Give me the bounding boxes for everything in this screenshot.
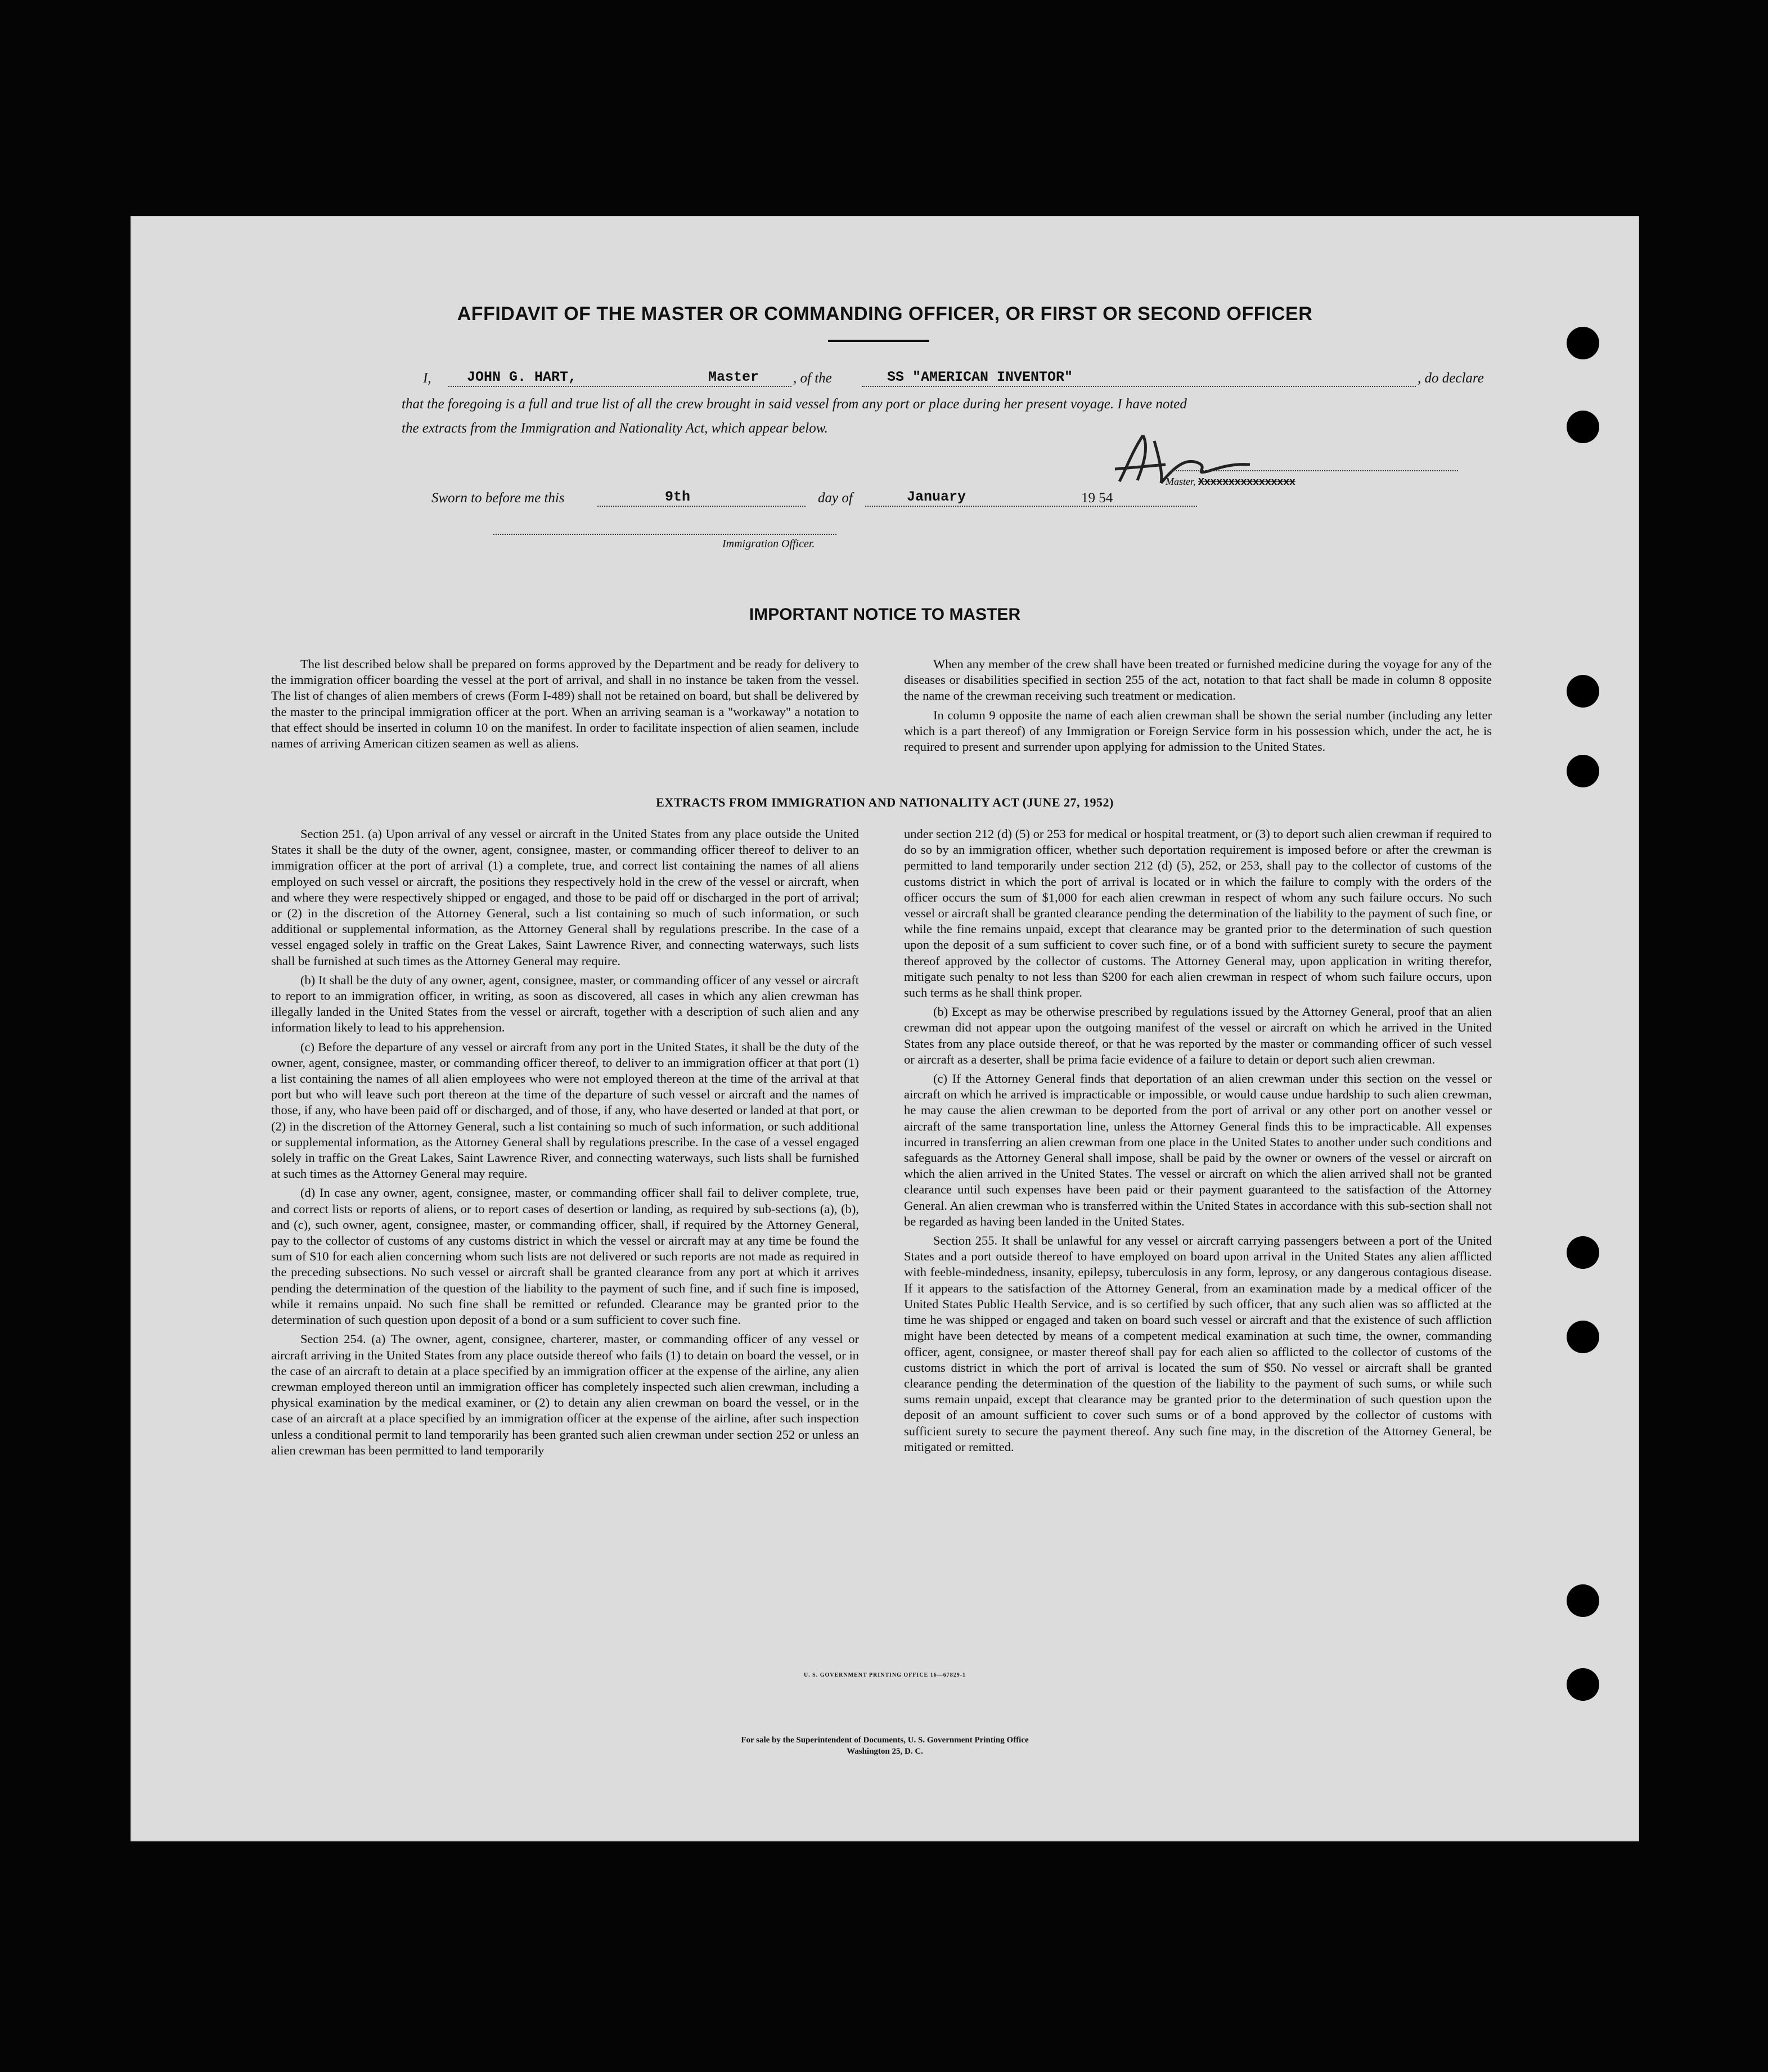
declaration-line-1: that the foregoing is a full and true list of all the crew brought in said vessel from any port or place during her present voyage. I have noted <box>402 397 1187 412</box>
day-underline <box>597 506 806 507</box>
declaration-line-2: the extracts from the Immigration and Nationality Act, which appear below. <box>402 421 828 436</box>
section-251c: (c) Before the departure of any vessel or aircraft from any port in the United States, it shall be the duty of the owner, agent, consignee, master, or commanding officer thereof, to deliver to an immigration officer at that port (1) a list containing the names of all alien employees who were not employed thereon at the time of the arrival at that port but who will leave such port thereon at the time of the departure of such vessel or aircraft and the names of those, if any, who have been paid off or discharged, and of those, if any, who have deserted or landed at that port, or (2) in the discretion of the Attorney General, such a list containing so much of such information, or such additional or supplemental information, as the Attorney General shall by regulations prescribe. In the case of a vessel engaged solely in traffic on the Great Lakes, Saint Lawrence River, and connecting waterways, such lists shall be furnished at such times as the Attorney General may require. <box>271 1039 859 1181</box>
immigration-officer-label: Immigration Officer. <box>722 538 815 550</box>
gpo-imprint: U. S. GOVERNMENT PRINTING OFFICE 16—67829-1 <box>803 1672 966 1678</box>
section-254a-cont: under section 212 (d) (5) or 253 for medical or hospital treatment, or (3) to deport such alien crewman if required to do so by an immigration officer, whether such deportation requirement is imposed before or after the crewman is permitted to land temporarily under section 212 (d) (5), 252, or 253, shall pay to the collector of customs of the customs district in which the port of arrival is located or in which the failure to comply with the orders of the officer occurs the sum of $1,000 for each alien crewman in respect of whom any such failure occurs. No such vessel or aircraft shall be granted clearance pending the determination of the liability to the payment of such fine, or while the fine remains unpaid, except that clearance may be granted prior to the determination of such question upon the deposit of a sum sufficient to cover such fine, or of a bond with sufficient surety to secure the payment thereof approved by the collector of customs. The Attorney General may, upon application in writing therefor, mitigate such penalty to not less than $200 for each alien crewman in respect of whom such failure occurs, upon such terms as he shall think proper. <box>904 827 1492 1000</box>
day-of-label: day of <box>818 490 853 506</box>
signature-underline <box>1171 470 1458 471</box>
extracts-left-column <box>271 826 859 1458</box>
binder-hole <box>1567 327 1599 359</box>
master-label: Master, <box>1166 476 1196 487</box>
sale-line-2: Washington 25, D. C. <box>847 1747 923 1756</box>
sworn-label: Sworn to before me this <box>431 490 565 506</box>
binder-hole <box>1567 1668 1599 1701</box>
vessel-underline <box>862 386 1416 387</box>
binder-hole <box>1567 1236 1599 1269</box>
of-the-label: , of the <box>793 371 832 386</box>
binder-hole <box>1567 411 1599 443</box>
do-declare-label: , do declare <box>1418 371 1484 386</box>
extracts-right-column <box>904 826 1492 1455</box>
officer-underline <box>493 534 836 535</box>
vessel-name: SS "AMERICAN INVENTOR" <box>887 369 1073 385</box>
notice-right-paragraph-1: When any member of the crew shall have been treated or furnished medicine during the voyage for any of the diseases or disabilities specified in section 255 of the act, notation to that fact shall be made in column 8 opposite the name of the crewman receiving such treatment or medication. <box>904 657 1492 703</box>
binder-hole <box>1567 675 1599 708</box>
section-254a: Section 254. (a) The owner, agent, consignee, charterer, master, or commanding officer of any vessel or aircraft arriving in the United States from any place outside thereof who fails (1) to detain on board the vessel, or in the case of an aircraft to detain at a place specified by an immigration officer at the expense of the airline, any alien crewman employed thereon until an immigration officer has completely inspected such alien crewman, including a physical examination by the medical examiner, or (2) to detain any alien crewman on board the vessel, or in the case of an aircraft at a place specified by an immigration officer at the expense of the airline, after such inspection unless a conditional permit to land temporarily has been granted such alien crewman under section 252 or unless an alien crewman has been permitted to land temporarily <box>271 1332 859 1457</box>
section-251a: Section 251. (a) Upon arrival of any vessel or aircraft in the United States from any place outside the United States it shall be the duty of the owner, agent, consignee, master, or commanding officer thereof to deliver to an immigration officer at the port of arrival (1) a complete, true, and correct list containing the names of all aliens employed on such vessel or aircraft, the positions they respectively hold in the crew of the vessel or aircraft, when and where they were respectively shipped or engaged, and those to be paid off or discharged in the port of arrival; or (2) in the discretion of the Attorney General, such a list containing so much of such information, or such additional or supplemental information, as the Attorney General shall by regulations prescribe. In the case of a vessel engaged solely in traffic on the Great Lakes, Saint Lawrence River, and connecting waterways, such lists shall be furnished at such times as the Attorney General may require. <box>271 827 859 968</box>
notice-right-paragraph-2: In column 9 opposite the name of each alien crewman shall be shown the serial number (including any letter which is a part thereof) of any Immigration or Foreign Service form in his possession which, under the act, he is required to present and surrender upon applying for admission to the United States. <box>904 708 1492 754</box>
sworn-day: 9th <box>665 489 691 505</box>
master-title-label <box>1166 476 1295 488</box>
section-254c: (c) If the Attorney General finds that deportation of an alien crewman under this section on the vessel or aircraft on which he arrived is impracticable or impossible, or would cause undue hardship to such alien crewman, he may cause the alien crewman to be deported from the port of arrival or any other port on another vessel or aircraft of the same transportation line, unless the Attorney General finds this to be impracticable. All expenses incurred in transferring an alien crewman from one place in the United States to another under such conditions and safeguards as the Attorney General shall impose, shall be paid by the owner or owners of the vessel or aircraft on which the alien arrived in the United States. The vessel or aircraft on which the alien arrived shall not be granted clearance until such expenses have been paid or their payment guaranteed to the satisfaction of the Attorney General. An alien crewman who is transferred within the United States in accordance with this sub-section shall not be regarded as having been landed in the United States. <box>904 1071 1492 1228</box>
i-label: I, <box>423 371 431 386</box>
master-name: JOHN G. HART, <box>467 369 577 385</box>
notice-left-column <box>271 656 859 751</box>
struck-title: Xxxxxxxxxxxxxxxx <box>1198 477 1295 488</box>
sale-notice <box>131 1735 1639 1757</box>
binder-hole <box>1567 755 1599 787</box>
month-underline <box>865 506 1197 507</box>
sale-line-1: For sale by the Superintendent of Documents, U. S. Government Printing Office <box>741 1736 1029 1745</box>
sworn-month: January <box>907 489 966 505</box>
section-251d: (d) In case any owner, agent, consignee, master, or commanding officer shall fail to deliver complete, true, and correct lists or reports of aliens, or to report cases of desertion or landing, as required by sub-sections (a), (b), and (c), such owner, agent, consignee, master, or commanding officer, shall, if required by the Attorney General, pay to the collector of customs of any customs district in which the vessel or aircraft may at any time be found the sum of $10 for each alien concerning whom such lists are not delivered or such reports are not made as required in the preceding subsections. No such vessel or aircraft shall be granted clearance from any port at which it arrives pending the determination of the question of the liability to the payment of such fine, and if such fine is imposed, while it remains unpaid. No such fine shall be remitted or refunded. Clearance may be granted prior to the determination of such question upon deposit of a bond or a sum sufficient to cover such fine. <box>271 1186 859 1327</box>
document-page <box>131 216 1639 1841</box>
notice-left-paragraph: The list described below shall be prepared on forms approved by the Department and be ready for delivery to the immigration officer boarding the vessel at the port of arrival, and shall in no instance be taken from the vessel. The list of changes of alien members of crews (Form I-489) shall not be retained on board, but shall be delivered by the master to the principal immigration officer at the port. When an arriving seaman is a "workaway" a notation to that effect should be inserted in column 10 on the manifest. In order to facilitate inspection of alien seamen, include names of arriving American citizen seamen as well as aliens. <box>271 657 859 751</box>
sworn-year: 19 54 <box>1081 490 1113 506</box>
extracts-title: EXTRACTS FROM IMMIGRATION AND NATIONALITY ACT (JUNE 27, 1952) <box>656 795 1114 809</box>
master-rank: Master <box>708 369 759 385</box>
affidavit-title: AFFIDAVIT OF THE MASTER OR COMMANDING OFFICER, OR FIRST OR SECOND OFFICER <box>457 303 1313 325</box>
binder-hole <box>1567 1584 1599 1617</box>
notice-right-column <box>904 656 1492 755</box>
notice-title: IMPORTANT NOTICE TO MASTER <box>749 605 1021 624</box>
section-255: Section 255. It shall be unlawful for any vessel or aircraft carrying passengers between a port of the United States and a port outside thereof to have employed on board upon arrival in the United States any alien afflicted with feeble-mindedness, insanity, epilepsy, tuberculosis in any form, leprosy, or any dangerous contagious disease. If it appears to the satisfaction of the Attorney General, from an examination made by a medical officer of the United States Public Health Service, and is so certified by such officer, that any such alien was so afflicted at the time he was shipped or engaged and taken on board such vessel or aircraft and that the existence of such affliction might have been detected by means of a competent medical examination at such time, the owner, commanding officer, agent, consignee, or master thereof shall pay for each alien so afflicted to the collector of customs of the customs district in which the port of arrival is located the sum of $50. No vessel or aircraft shall be granted clearance pending the determination of the question of the liability to the payment of such sums, or while such sums remain unpaid, except that clearance may be granted prior to the determination of such question upon the deposit of an amount sufficient to cover such sums or of a bond approved by the collector of customs with sufficient surety to secure the payment thereof. Any such fine may, in the discretion of the Attorney General, be mitigated or remitted. <box>904 1233 1492 1454</box>
name-underline <box>448 386 791 387</box>
section-254b: (b) Except as may be otherwise prescribed by regulations issued by the Attorney General, proof that an alien crewman did not appear upon the outgoing manifest of the vessel or aircraft on which he arrived in the United States from any place outside thereof, or that he was reported by the master or commanding officer of such vessel or aircraft as a deserter, shall be prima facie evidence of a failure to detain or deport such alien crewman. <box>904 1005 1492 1066</box>
title-divider <box>828 340 929 342</box>
section-251b: (b) It shall be the duty of any owner, agent, consignee, master, or commanding officer of any vessel or aircraft to report to an immigration officer, in writing, as soon as discovered, all cases in which any alien crewman has illegally landed in the United States from the vessel or aircraft, together with a description of such alien and any information likely to lead to his apprehension. <box>271 972 859 1035</box>
binder-hole <box>1567 1321 1599 1353</box>
